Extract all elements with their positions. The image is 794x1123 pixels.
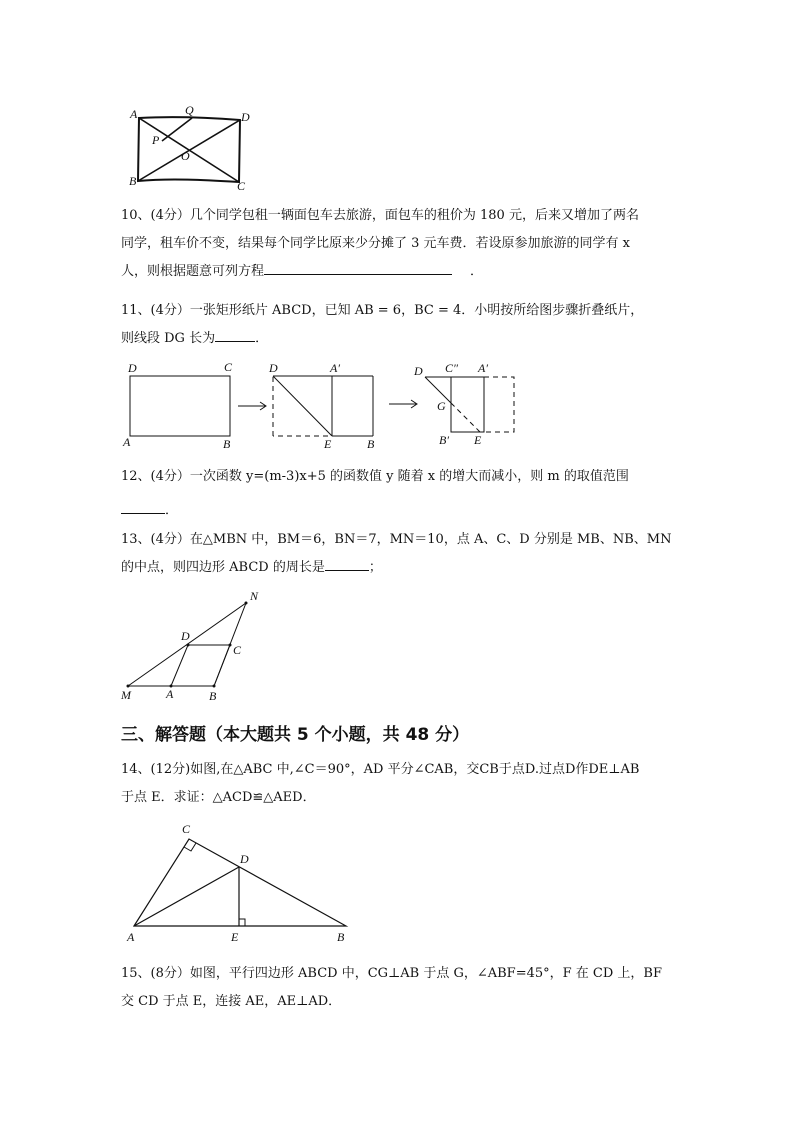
q12-period: ． <box>165 503 179 518</box>
q10-line1: 10、(4分）几个同学包租一辆面包车去旅游，面包车的租价为 180 元，后来又增加了两名 <box>121 208 639 223</box>
mbn-label-D: D <box>181 629 190 643</box>
fold3-label-G: G <box>437 399 446 413</box>
fold3-label-E: E <box>474 433 482 447</box>
mbn-label-C: C <box>233 643 242 657</box>
fold2-label-D: D <box>269 361 278 375</box>
fold3-label-B1: B′ <box>439 433 449 447</box>
label-C: C <box>237 179 246 193</box>
q10-line2: 同学，租车价不变，结果每个同学比原来少分摊了 3 元车费．若设原参加旅游的同学有 x <box>121 236 631 251</box>
q10-answer-blank[interactable] <box>264 273 452 275</box>
fold2-label-E: E <box>324 437 332 451</box>
fold3-label-A1: A′ <box>478 361 488 375</box>
figure-rectangle-pqo <box>125 104 255 194</box>
q12-answer-blank[interactable] <box>121 512 165 514</box>
q11-line1: 11、(4分）一张矩形纸片 ABCD，已知 AB = 6，BC = 4．小明按所给图步骤折叠纸片， <box>121 303 644 318</box>
question-13 <box>121 532 671 576</box>
q15-line2: 交 CD 于点 E，连接 AE，AE⊥AD． <box>121 994 342 1009</box>
q10-period: ． <box>470 264 484 279</box>
mbn-label-A: A <box>166 687 174 701</box>
q11-answer-blank[interactable] <box>215 340 255 342</box>
fold1-label-D: D <box>128 361 137 375</box>
question-12 <box>121 469 629 519</box>
label-Q: Q <box>185 104 194 117</box>
q10-line3-text: 人，则根据题意可列方程 <box>121 264 265 279</box>
fold2-label-A1: A′ <box>330 361 340 375</box>
question-14 <box>121 762 639 806</box>
question-15 <box>121 966 662 1010</box>
question-10 <box>121 208 639 280</box>
acb-label-E: E <box>231 930 239 944</box>
figure-triangle-acb <box>124 820 354 945</box>
figure-triangle-mbn <box>116 588 266 706</box>
q12-line1: 12、(4分）一次函数 y=(m-3)x+5 的函数值 y 随着 x 的增大而减小，则 m 的取值范围 <box>121 469 629 484</box>
question-11 <box>121 303 643 347</box>
mbn-label-M: M <box>121 688 131 702</box>
q13-semicolon: ； <box>368 560 382 575</box>
q14-line2: 于点 E．求证：△ACD≌△AED． <box>121 790 316 805</box>
acb-label-B: B <box>337 930 345 944</box>
q11-period: ． <box>255 331 269 346</box>
mbn-label-B: B <box>209 689 217 703</box>
acb-label-A: A <box>127 930 135 944</box>
fold1-label-B: B <box>223 437 231 451</box>
q15-line1: 15、(8分）如图，平行四边形 ABCD 中，CG⊥AB 于点 G，∠ABF=45°，F 在 CD 上，BF <box>121 966 662 981</box>
label-A: A <box>130 107 138 121</box>
mbn-label-N: N <box>250 589 259 603</box>
q11-line2-text: 则线段 DG 长为 <box>121 331 216 346</box>
fold2-label-B: B <box>367 437 375 451</box>
q13-answer-blank[interactable] <box>325 569 369 571</box>
label-D: D <box>241 110 250 124</box>
acb-label-D: D <box>240 852 249 866</box>
acb-label-C: C <box>182 822 191 836</box>
label-B: B <box>129 174 137 188</box>
fold3-label-D: D <box>414 364 423 378</box>
q13-line2-text: 的中点，则四边形 ABCD 的周长是 <box>121 560 325 575</box>
q13-line1: 13、(4分）在△MBN 中，BM＝6，BN＝7，MN＝10，点 A、C、D 分别是 MB、NB、MN <box>121 532 672 547</box>
fold1-label-C: C <box>224 360 233 374</box>
label-O: O <box>181 149 190 163</box>
figure-folding-steps <box>120 360 530 455</box>
fold3-label-C1: C″ <box>445 361 459 375</box>
fold1-label-A: A <box>123 435 131 449</box>
q14-line1: 14、(12分)如图,在△ABC 中,∠C＝90°，AD 平分∠CAB，交CB于点D.过点D作DE⊥AB <box>121 762 640 777</box>
section-heading: 三、解答题（本大题共 5 个小题，共 48 分） <box>121 725 470 745</box>
label-P: P <box>152 133 160 147</box>
